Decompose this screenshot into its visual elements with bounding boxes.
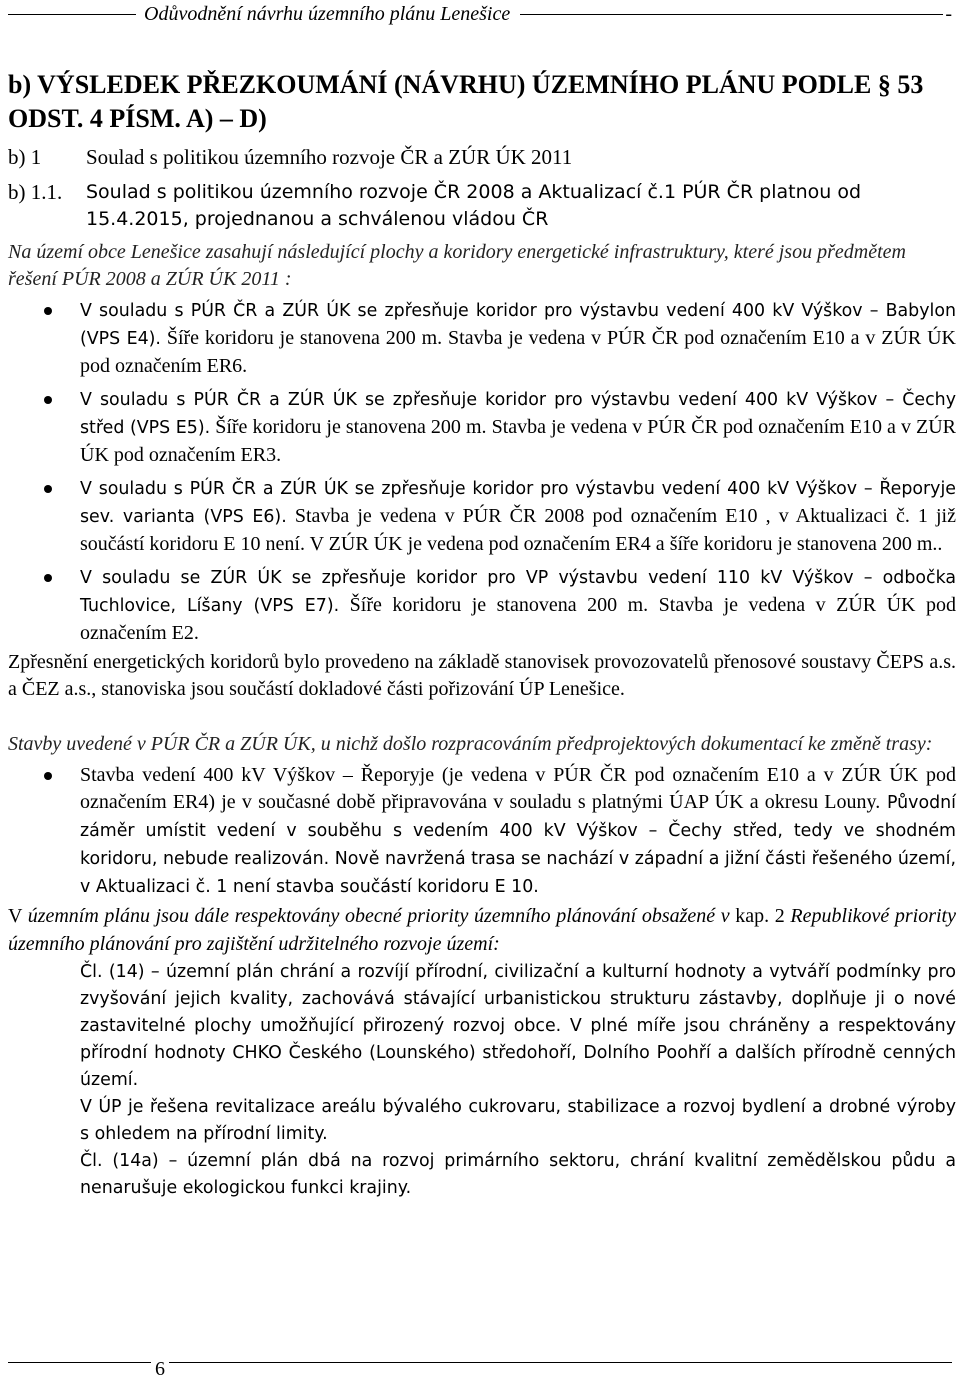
list-item: V souladu s PÚR ČR a ZÚR ÚK se zpřesňuje koridor pro výstavbu vedení 400 kV Výškov – Čechy střed (VPS E5). Šíře koridoru je stanovena 200 m. Stavba je vedena v PÚR ČR pod označením E10 a v ZÚR ÚK pod označením ER3. xyxy=(8,386,956,469)
intro-paragraph: Na území obce Lenešice zasahují následující plochy a koridory energetické infrastruktury, které jsou předmětem řešení PÚR 2008 a ZÚR ÚK 2011 : xyxy=(8,241,906,290)
header-rule-left xyxy=(8,14,136,15)
section-heading-b11 xyxy=(8,179,956,233)
main-heading: b) VÝSLEDEK PŘEZKOUMÁNÍ (NÁVRHU) ÚZEMNÍHO PLÁNU PODLE § 53 ODST. 4 PÍSM. A) – D) xyxy=(8,70,924,133)
bullet-icon xyxy=(44,772,52,780)
bullet-icon xyxy=(44,307,52,315)
page-content xyxy=(8,68,956,1202)
section-title: Soulad s politikou územního rozvoje ČR 2008 a Aktualizací č.1 PÚR ČR platnou od 15.4.2015, projednanou a schválenou vládou ČR xyxy=(86,181,862,230)
header-trail: - xyxy=(945,2,952,25)
running-header xyxy=(8,0,952,28)
paragraph-up-revitalizace: V ÚP je řešena revitalizace areálu bývalého cukrovaru, stabilizace a rozvoj bydlení a drobné výroby s ohledem na přírodní limity. xyxy=(80,1097,956,1144)
bullet-icon xyxy=(44,485,52,493)
corridor-list xyxy=(8,297,956,647)
footer-rule xyxy=(8,1362,952,1363)
list-item: V souladu se ZÚR ÚK se zpřesňuje koridor pro VP výstavbu vedení 110 kV Výškov – odbočka Tuchlovice, Líšany (VPS E7). Šíře koridoru je stanovena 200 m. Stavba je vedena v ZÚR ÚK pod označením E2. xyxy=(8,564,956,647)
paragraph-priority: V územním plánu jsou dále respektovány obecné priority územního plánování obsažené v kap. 2 Republikové priority územního plánování pro zajištění udržitelného rozvoje území: xyxy=(8,905,956,955)
section-title: Soulad s politikou územního rozvoje ČR a ZÚR ÚK 2011 xyxy=(86,145,573,169)
section-heading-b1 xyxy=(8,144,956,171)
header-title: Odůvodnění návrhu územního plánu Lenešice xyxy=(144,2,511,25)
section-number: b) 1.1. xyxy=(8,180,63,204)
bullet-icon xyxy=(44,396,52,404)
list-item: V souladu s PÚR ČR a ZÚR ÚK se zpřesňuje koridor pro výstavbu vedení 400 kV Výškov – Řeporyje sev. varianta (VPS E6). Stavba je vedena v PÚR ČR 2008 pod označením E10 , v Aktualizaci č. 1 již součástí koridoru E 10 není. V ZÚR ÚK je vedena pod označením ER4 a šíře koridoru je stanovena 200 m.. xyxy=(8,475,956,558)
page-number: 6 xyxy=(151,1358,169,1381)
list-item: V souladu s PÚR ČR a ZÚR ÚK se zpřesňuje koridor pro výstavbu vedení 400 kV Výškov – Babylon (VPS E4). Šíře koridoru je stanovena 200 m. Stavba je vedena v PÚR ČR pod označením E10 a v ZÚR ÚK pod označením ER6. xyxy=(8,297,956,380)
paragraph-stavby: Stavby uvedené v PÚR ČR a ZÚR ÚK, u nichž došlo rozpracováním předprojektových dokumentací ke změně trasy: xyxy=(8,733,933,755)
section-number: b) 1 xyxy=(8,145,42,169)
list-item: Stavba vedení 400 kV Výškov – Řeporyje (je vedena v PÚR ČR pod označením E10 a v ZÚR ÚK pod označením ER4) je v současné době připravována v souladu s platnými ÚAP ÚK a okresu Louny. Původní záměr umístit vedení v souběhu s vedením 400 kV Výškov – Čechy střed, tedy ve shodném koridoru, nebude realizován. Nově navržená trasa se nachází v západní a jižní části řešeného území, v Aktualizaci č. 1 není stavba součástí koridoru E 10. xyxy=(8,762,956,901)
paragraph-cl14a: Čl. (14a) – územní plán dbá na rozvoj primárního sektoru, chrání kvalitní zemědělskou půdu a nenarušuje ekologickou funkci krajiny. xyxy=(80,1151,956,1198)
bullet-icon xyxy=(44,574,52,582)
paragraph-cl14: Čl. (14) – územní plán chrání a rozvíjí přírodní, civilizační a kulturní hodnoty a vytváří podmínky pro zvyšování jejich kvality, zachovává stávající urbanistickou strukturu zástavby, doplňuje ji o nové zastavitelné plochy umožňující přirozený rozvoj obce. V plné míře jsou chráněny a respektovány přírodní hodnoty CHKO Českého (Lounského) středohoří, Dolního Poohří a dalších přírodně cenných území. xyxy=(80,962,956,1090)
stavby-list xyxy=(8,762,956,901)
header-rule-right xyxy=(520,14,943,15)
paragraph-zpresneni: Zpřesnění energetických koridorů bylo provedeno na základě stanovisek provozovatelů přenosové soustavy ČEPS a.s. a ČEZ a.s., stanoviska jsou součástí dokladové části pořizování ÚP Lenešice. xyxy=(8,651,956,700)
page-footer xyxy=(0,1352,960,1384)
